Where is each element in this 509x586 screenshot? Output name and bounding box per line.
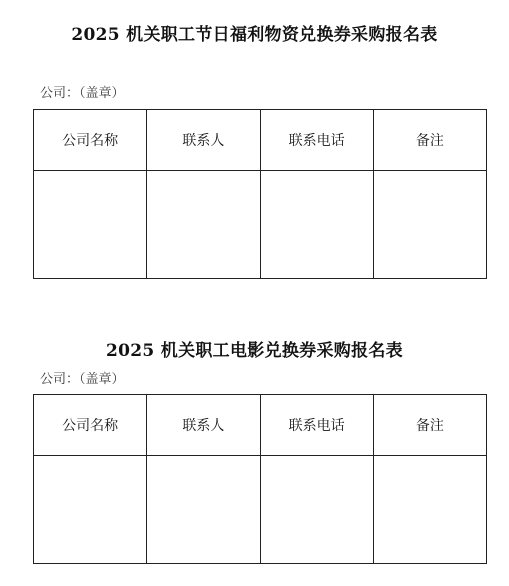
form-title-holiday-welfare: 2025 机关职工节日福利物资兑换券采购报名表	[71, 25, 438, 45]
cell-company-name[interactable]	[34, 171, 147, 279]
header-contact-phone: 联系电话	[260, 395, 373, 456]
header-company-name: 公司名称	[34, 110, 147, 171]
header-contact-person: 联系人	[147, 395, 260, 456]
table-row	[34, 171, 487, 279]
header-remarks: 备注	[373, 110, 486, 171]
form-title-movie-voucher: 2025 机关职工电影兑换券采购报名表	[106, 341, 403, 361]
registration-table-holiday-welfare	[33, 109, 487, 279]
table-header-row	[34, 110, 487, 171]
header-contact-person: 联系人	[147, 110, 260, 171]
header-company-name: 公司名称	[34, 395, 147, 456]
company-seal-label: 公司：（盖章）	[40, 86, 125, 101]
cell-contact-phone[interactable]	[260, 456, 373, 564]
registration-table-movie-voucher	[33, 394, 487, 564]
header-remarks: 备注	[373, 395, 486, 456]
table-header-row	[34, 395, 487, 456]
cell-contact-phone[interactable]	[260, 171, 373, 279]
header-contact-phone: 联系电话	[260, 110, 373, 171]
cell-company-name[interactable]	[34, 456, 147, 564]
cell-contact-person[interactable]	[147, 171, 260, 279]
table-row	[34, 456, 487, 564]
cell-contact-person[interactable]	[147, 456, 260, 564]
cell-remarks[interactable]	[373, 456, 486, 564]
company-seal-label: 公司：（盖章）	[40, 372, 125, 387]
cell-remarks[interactable]	[373, 171, 486, 279]
